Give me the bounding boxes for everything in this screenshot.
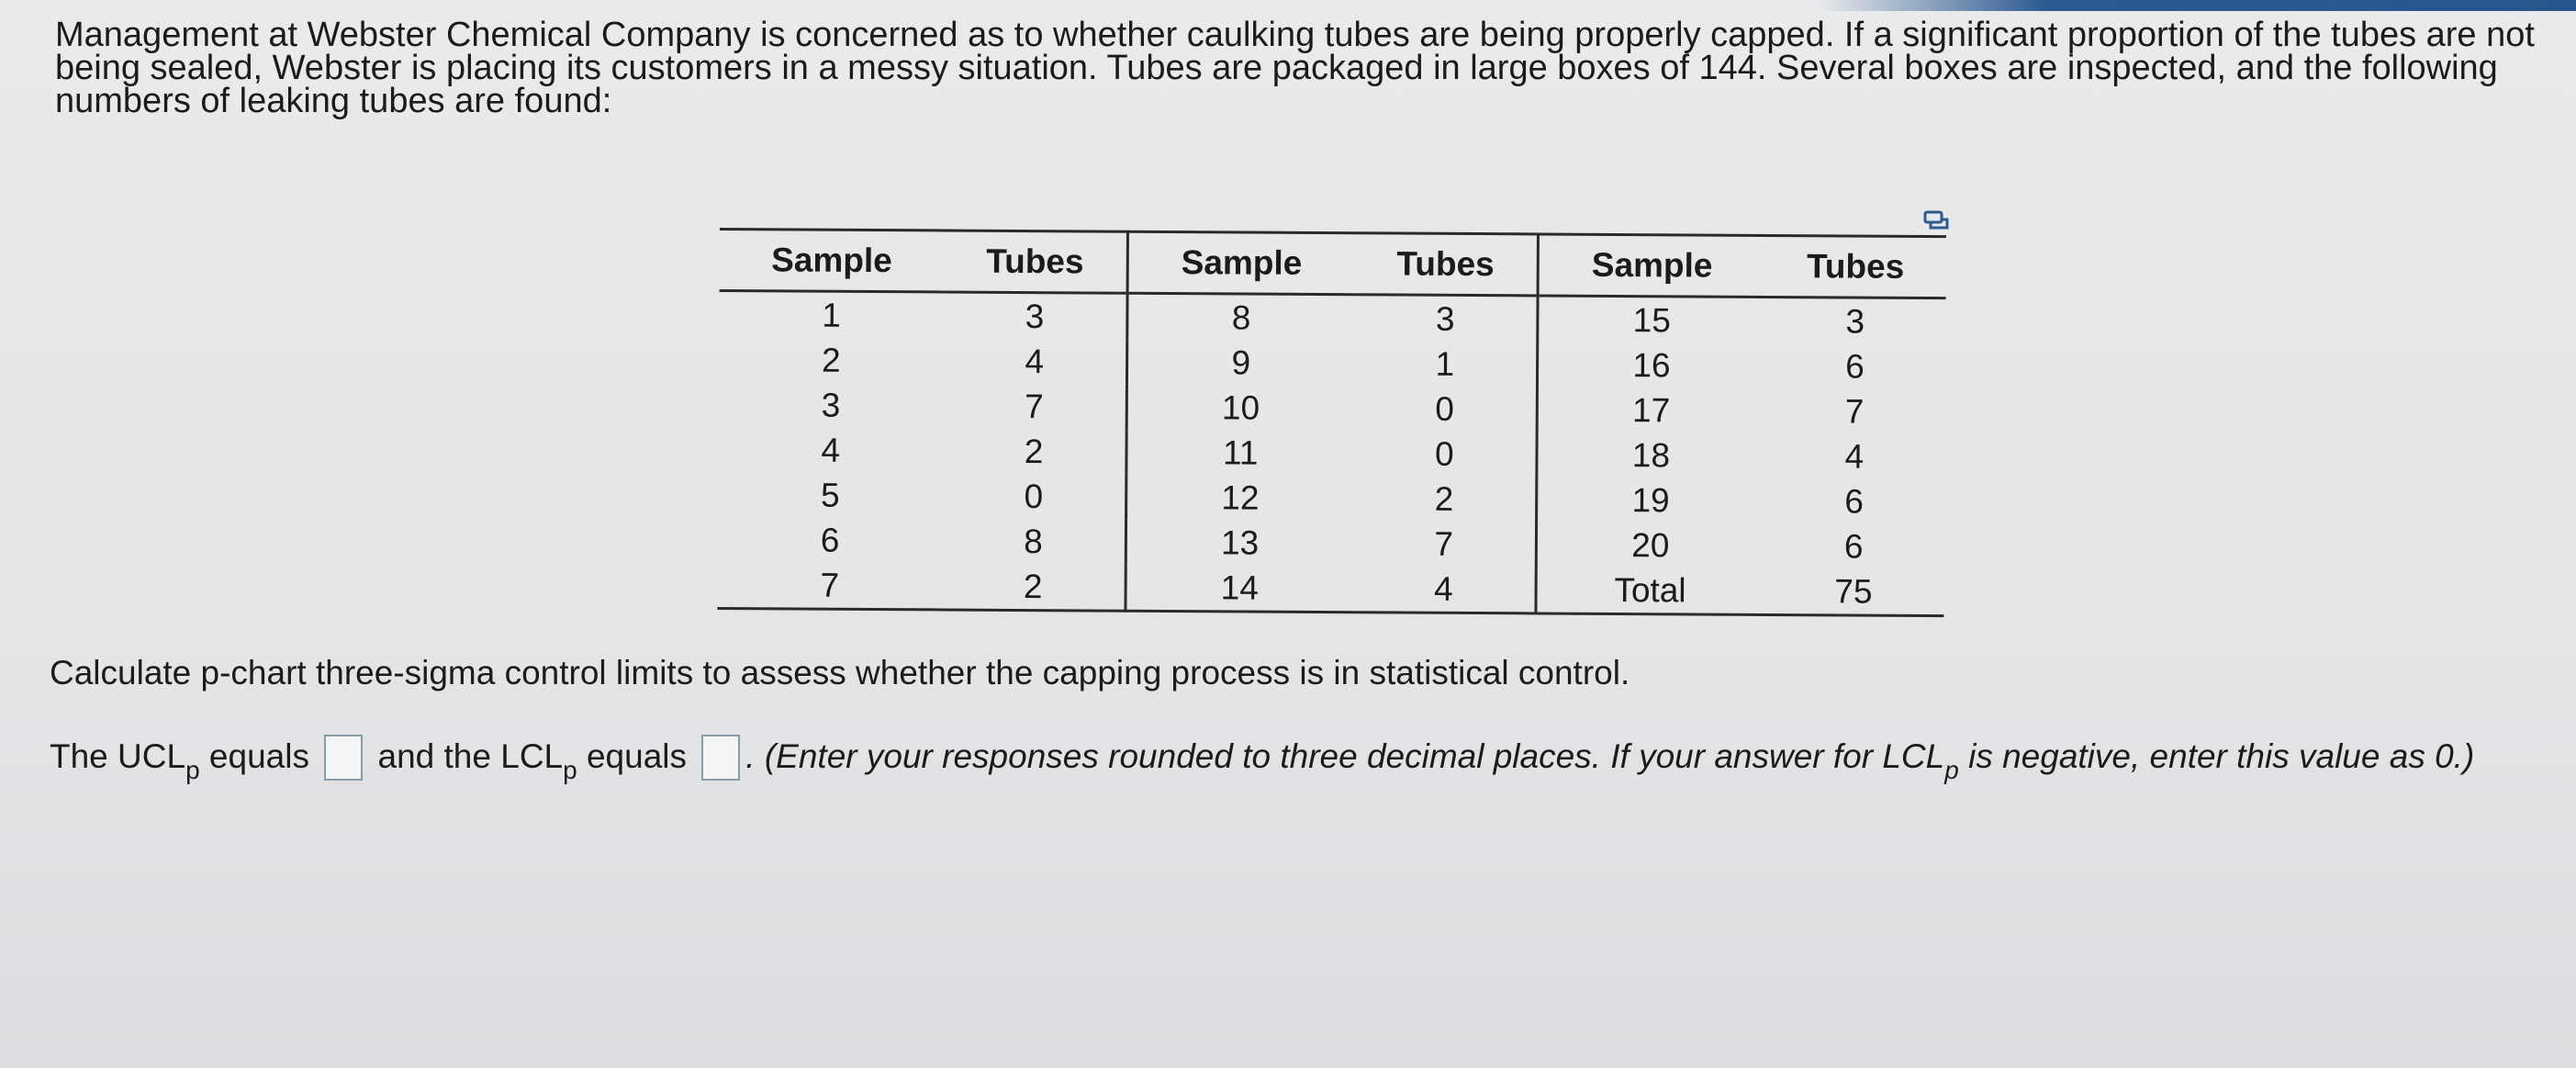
table-row [718,517,1944,569]
table-cell: 12 [1221,478,1260,517]
table-row [718,427,1944,479]
table-row [719,290,1945,344]
table-cell: 8 [942,518,1126,564]
table-row [719,382,1945,434]
ucl-label: The UCL [50,737,186,775]
table-cell: 2 [821,341,841,379]
table-cell: 2 [943,428,1126,474]
table-cell: 6 [1844,481,1864,521]
table-row [719,337,1945,389]
ucl-subscript: p [185,756,200,784]
table-row [718,472,1944,524]
problem-intro: Management at Webster Chemical Company is concerned as to whether caulking tubes are being properly capped. If a significant proportion of the tubes are not being sealed, Webster is placing its customers in a messy situation. Tubes are packaged in large boxes of 144. Several boxes are inspected, and the following numbers of leaking tubes are found: [55,16,2535,120]
table-cell: 4 [943,338,1126,384]
table-cell: 7 [1352,521,1536,567]
col-header-sample: Sample [1538,234,1765,298]
table-cell: 2 [942,563,1126,611]
table-cell: 15 [1632,300,1672,339]
hint-subscript: p [1944,756,1959,784]
table-row [717,562,1943,616]
table-cell: 3 [1845,301,1865,341]
table-cell: 7 [943,383,1126,429]
leaking-tubes-table [717,228,1946,617]
table-cell: 3 [1354,295,1538,343]
table-cell: 7 [717,562,942,610]
top-accent-strip [1818,0,2576,11]
col-header-tubes: Tubes [1764,235,1946,298]
table-cell: 11 [1222,433,1259,472]
table-cell: 16 [1632,345,1671,384]
table-cell: 19 [1631,480,1670,519]
rounding-hint [745,737,2475,784]
table-cell: 9 [1231,343,1251,382]
lcl-label: and the LCL [377,737,564,775]
total-value: 75 [1763,568,1944,616]
table-cell: 5 [821,476,840,514]
table-cell: 10 [1221,388,1260,427]
lcl-answer-input[interactable] [701,735,740,781]
table-cell: 4 [821,431,841,469]
question-text: Calculate p-chart three-sigma control limits to assess whether the capping process is in statistical control. [50,654,1630,691]
table-cell: 1 [822,296,842,334]
table-cell: 17 [1631,390,1671,429]
table-cell: 4 [1352,566,1536,613]
table-cell: 20 [1631,525,1670,564]
table-cell: 2 [1353,476,1537,522]
copy-table-icon[interactable] [1922,209,1950,233]
table-cell: 14 [1126,565,1352,613]
table-cell: 7 [1844,391,1865,431]
col-header-sample: Sample [1127,231,1355,295]
table-cell: 8 [1231,298,1251,337]
answer-line [50,735,2565,785]
table-cell: 4 [1844,436,1865,476]
ucl-answer-input[interactable] [324,735,363,781]
table-cell: 13 [1220,523,1260,562]
lcl-subscript: p [563,756,577,784]
equals-text: equals [199,737,309,775]
table-cell: 1 [1354,341,1538,387]
col-header-sample: Sample [720,229,945,291]
table-header-row [720,229,1946,298]
col-header-tubes: Tubes [944,230,1127,293]
hint-text-end: is negative, enter this value as 0.) [1958,737,2475,775]
equals-text: equals [577,737,688,775]
table-cell: 6 [1845,346,1865,386]
table-cell: 6 [1843,526,1864,566]
table-cell: 0 [942,473,1126,519]
total-label: Total [1536,567,1763,614]
table-cell: 3 [821,386,841,424]
hint-text: . (Enter your responses rounded to three decimal places. If your answer for LCL [745,737,1945,775]
table-cell: 0 [1353,431,1537,477]
table-cell: 3 [944,292,1127,340]
col-header-tubes: Tubes [1354,233,1538,296]
table-cell: 18 [1631,435,1671,474]
table-cell: 6 [820,521,840,559]
table-cell: 0 [1353,386,1537,432]
